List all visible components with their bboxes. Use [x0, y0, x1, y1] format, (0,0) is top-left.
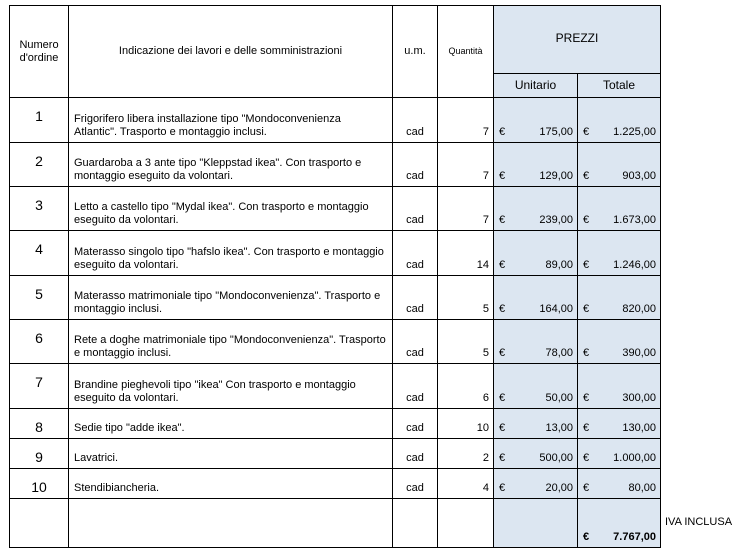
item-description: Stendibiancheria. [69, 469, 393, 499]
unit-price [494, 187, 578, 231]
line-total [578, 469, 661, 499]
order-number: 8 [10, 409, 69, 439]
line-total [578, 98, 661, 143]
unit-price [494, 364, 578, 409]
grand-total-value: 7.767,00 [613, 531, 656, 543]
unit-price-value: 78,00 [545, 347, 573, 359]
order-number: 6 [10, 320, 69, 364]
unit-price-value: 164,00 [539, 303, 573, 315]
unit-price [494, 98, 578, 143]
currency-symbol: € [499, 170, 506, 182]
unit-price [494, 143, 578, 187]
table-row [10, 320, 661, 364]
quantity: 4 [438, 469, 494, 499]
currency-symbol: € [583, 214, 590, 226]
unit-of-measure: cad [393, 231, 438, 276]
table-row [10, 187, 661, 231]
line-total [578, 231, 661, 276]
quantity: 6 [438, 364, 494, 409]
order-number: 5 [10, 276, 69, 320]
unit-of-measure: cad [393, 469, 438, 499]
line-total-value: 130,00 [622, 422, 656, 434]
line-total-value: 903,00 [622, 170, 656, 182]
currency-symbol: € [583, 126, 590, 138]
item-description: Frigorifero libera installazione tipo "Mondoconvenienza Atlantic". Trasporto e montaggio inclusi. [69, 98, 393, 143]
currency-symbol: € [583, 303, 590, 315]
currency-symbol: € [499, 452, 506, 464]
quantity: 2 [438, 439, 494, 469]
table-row [10, 276, 661, 320]
order-number: 7 [10, 364, 69, 409]
empty-cell [10, 499, 69, 548]
item-description: Lavatrici. [69, 439, 393, 469]
line-total [578, 276, 661, 320]
currency-symbol: € [499, 126, 506, 138]
unit-of-measure: cad [393, 143, 438, 187]
order-number: 2 [10, 143, 69, 187]
unit-of-measure: cad [393, 364, 438, 409]
line-total-value: 80,00 [628, 482, 656, 494]
unit-price-value: 50,00 [545, 392, 573, 404]
table-row [10, 143, 661, 187]
currency-symbol: € [583, 531, 590, 543]
unit-of-measure: cad [393, 276, 438, 320]
grand-total [578, 499, 661, 548]
quantity: 5 [438, 276, 494, 320]
unit-price [494, 469, 578, 499]
table-row [10, 98, 661, 143]
currency-symbol: € [583, 422, 590, 434]
order-number: 3 [10, 187, 69, 231]
unit-of-measure: cad [393, 187, 438, 231]
table-row [10, 231, 661, 276]
item-description: Materasso matrimoniale tipo "Mondoconvenienza". Trasporto e montaggio inclusi. [69, 276, 393, 320]
table-row [10, 364, 661, 409]
quantity: 14 [438, 231, 494, 276]
unit-price [494, 276, 578, 320]
line-total-value: 1.225,00 [613, 126, 656, 138]
line-total-value: 820,00 [622, 303, 656, 315]
unit-price-value: 89,00 [545, 259, 573, 271]
quantity: 7 [438, 98, 494, 143]
empty-cell [393, 499, 438, 548]
header-description: Indicazione dei lavori e delle somministrazioni [69, 6, 393, 98]
header-prices: PREZZI [494, 6, 661, 74]
currency-symbol: € [583, 482, 590, 494]
unit-price-value: 129,00 [539, 170, 573, 182]
currency-symbol: € [499, 347, 506, 359]
currency-symbol: € [583, 452, 590, 464]
item-description: Guardaroba a 3 ante tipo "Kleppstad ikea". Con trasporto e montaggio eseguito da volontari. [69, 143, 393, 187]
unit-of-measure: cad [393, 409, 438, 439]
unit-price [494, 320, 578, 364]
line-total [578, 187, 661, 231]
line-total-value: 1.673,00 [613, 214, 656, 226]
line-total-value: 1.000,00 [613, 452, 656, 464]
order-number: 9 [10, 439, 69, 469]
currency-symbol: € [499, 303, 506, 315]
line-total [578, 364, 661, 409]
order-number: 1 [10, 98, 69, 143]
currency-symbol: € [499, 422, 506, 434]
unit-price-value: 239,00 [539, 214, 573, 226]
line-total [578, 143, 661, 187]
unit-price [494, 409, 578, 439]
unit-price-value: 20,00 [545, 482, 573, 494]
quantity: 10 [438, 409, 494, 439]
line-total [578, 409, 661, 439]
unit-of-measure: cad [393, 320, 438, 364]
currency-symbol: € [499, 392, 506, 404]
line-total-value: 300,00 [622, 392, 656, 404]
quantity: 7 [438, 187, 494, 231]
line-total [578, 439, 661, 469]
currency-symbol: € [583, 259, 590, 271]
item-description: Letto a castello tipo "Mydal ikea". Con trasporto e montaggio eseguito da volontari. [69, 187, 393, 231]
currency-symbol: € [499, 259, 506, 271]
header-order-number: Numero d'ordine [10, 6, 69, 98]
empty-cell [69, 499, 393, 548]
empty-cell [438, 499, 494, 548]
price-table [9, 5, 661, 548]
header-total: Totale [578, 74, 661, 98]
currency-symbol: € [583, 347, 590, 359]
item-description: Sedie tipo "adde ikea". [69, 409, 393, 439]
quantity: 7 [438, 143, 494, 187]
unit-of-measure: cad [393, 98, 438, 143]
unit-price [494, 231, 578, 276]
unit-price [494, 439, 578, 469]
item-description: Rete a doghe matrimoniale tipo "Mondoconvenienza". Trasporto e montaggio inclusi. [69, 320, 393, 364]
currency-symbol: € [583, 170, 590, 182]
header-unit-price: Unitario [494, 74, 578, 98]
line-total [578, 320, 661, 364]
currency-symbol: € [499, 214, 506, 226]
empty-cell [494, 499, 578, 548]
order-number: 10 [10, 469, 69, 499]
table-row [10, 439, 661, 469]
unit-of-measure: cad [393, 439, 438, 469]
item-description: Materasso singolo tipo "hafslo ikea". Con trasporto e montaggio eseguito da volontari. [69, 231, 393, 276]
header-quantity: Quantità [438, 6, 494, 98]
currency-symbol: € [583, 392, 590, 404]
table-row [10, 409, 661, 439]
line-total-value: 1.246,00 [613, 259, 656, 271]
total-row [10, 499, 661, 548]
item-description: Brandine pieghevoli tipo "ikea" Con trasporto e montaggio eseguito da volontari. [69, 364, 393, 409]
line-total-value: 390,00 [622, 347, 656, 359]
quantity: 5 [438, 320, 494, 364]
currency-symbol: € [499, 482, 506, 494]
header-unit: u.m. [393, 6, 438, 98]
unit-price-value: 500,00 [539, 452, 573, 464]
order-number: 4 [10, 231, 69, 276]
iva-note: IVA INCLUSA [665, 516, 733, 528]
unit-price-value: 175,00 [539, 126, 573, 138]
table-row [10, 469, 661, 499]
unit-price-value: 13,00 [545, 422, 573, 434]
